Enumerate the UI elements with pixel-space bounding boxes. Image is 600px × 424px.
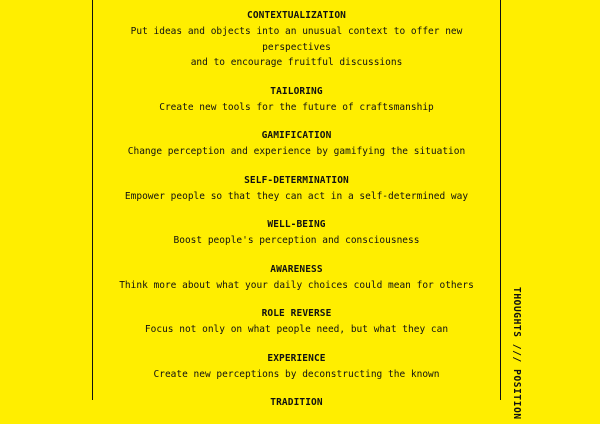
- principle-description-line: and to encourage fruitful discussions: [190, 57, 403, 68]
- principle-title: ROLE REVERSE: [261, 308, 332, 319]
- principle-title: CONTEXTUALIZATION: [247, 10, 346, 21]
- principle-title: GAMIFICATION: [261, 130, 332, 141]
- principle-title: WELL-BEING: [267, 219, 326, 230]
- principle-tradition: [93, 395, 500, 411]
- principle-description: Boost people's perception and consciousness: [173, 235, 420, 246]
- principle-title: AWARENESS: [270, 263, 323, 275]
- principle-self-determination: [93, 173, 500, 205]
- principle-description-line: Put ideas and objects into an unusual context to offer new perspectives: [130, 26, 463, 53]
- principle-role-reverse: [93, 306, 500, 338]
- principle-description: Empower people so that they can act in a self-determined way: [124, 190, 469, 202]
- principle-title: SELF-DETERMINATION: [244, 174, 349, 186]
- principle-contextualization: [93, 8, 500, 71]
- principle-description: [93, 24, 500, 71]
- principle-title: TRADITION: [270, 397, 323, 408]
- principle-description: Create new perceptions by deconstructing the known: [153, 368, 440, 380]
- principle-description: Think more about what your daily choices could mean for others: [119, 279, 474, 291]
- principle-title: EXPERIENCE: [267, 352, 326, 364]
- principles-list: [93, 8, 500, 424]
- principle-awareness: [93, 262, 500, 294]
- principle-tailoring: [93, 84, 500, 116]
- principle-description: Focus not only on what people need, but what they can: [144, 324, 449, 335]
- principle-description: Change perception and experience by gamifying the situation: [127, 146, 466, 157]
- principle-gamification: [93, 128, 500, 160]
- principle-title: TAILORING: [270, 85, 323, 97]
- principle-experience: [93, 351, 500, 383]
- right-divider-line: [500, 0, 501, 400]
- side-section-label: THOUGHTS /// POSITION: [511, 287, 522, 420]
- principle-well-being: [93, 217, 500, 249]
- principle-description: Create new tools for the future of craftsmanship: [159, 101, 434, 113]
